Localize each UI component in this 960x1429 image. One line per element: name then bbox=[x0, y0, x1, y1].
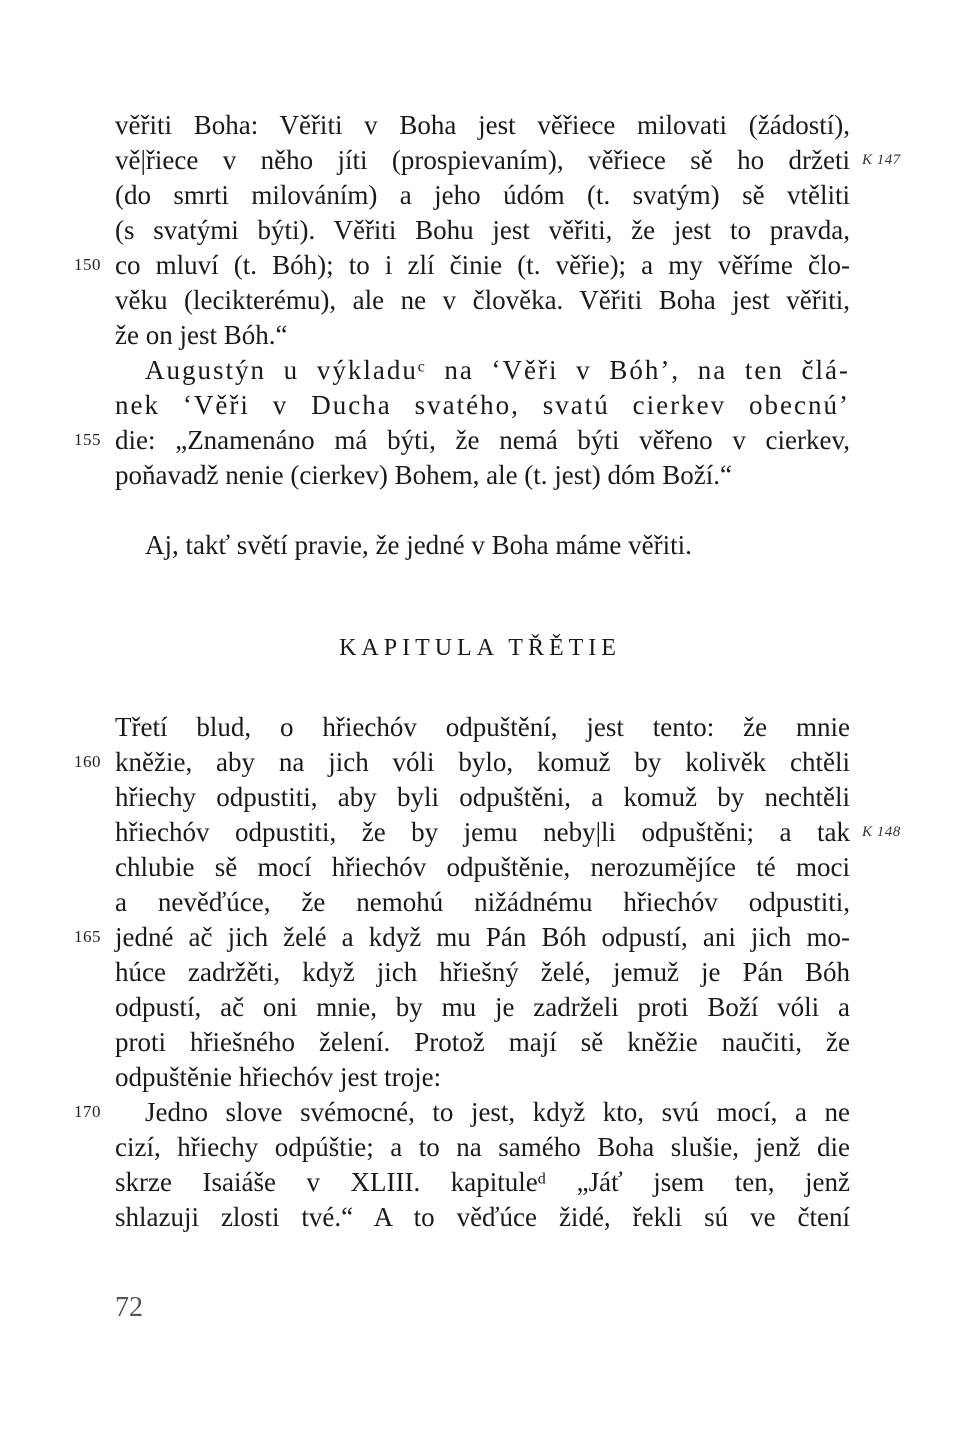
text-line: Jedno slove svémocné, to jest, když kto, svú mocí, a ne bbox=[145, 1097, 850, 1127]
line-number: 155 bbox=[74, 430, 101, 449]
line-number: 170 bbox=[74, 1102, 101, 1121]
chapter-heading: KAPITULA TŘĚTIE bbox=[339, 635, 621, 661]
text-line: že on jest Bóh.“ bbox=[115, 320, 288, 350]
text-line: proti hřiešného želení. Protož mají sě kněžie naučiti, že bbox=[115, 1027, 850, 1057]
page-number: 72 bbox=[115, 1292, 143, 1323]
line-number: 165 bbox=[74, 927, 101, 946]
text-line: odpustí, ač oni mnie, by mu je zadrželi proti Boží vóli a bbox=[115, 992, 850, 1022]
text-line: co mluví (t. Bóh); to i zlí činie (t. věřie); a my věříme člo- bbox=[115, 250, 850, 280]
text-line: hřiechóv odpustiti, že by jemu neby|li odpuštěni; a tak bbox=[115, 817, 850, 847]
text-line: jedné ač jich želé a když mu Pán Bóh odpustí, ani jich mo- bbox=[115, 922, 850, 952]
text-line: chlubie sě mocí hřiechóv odpuštěnie, nerozumějíce té moci bbox=[115, 852, 850, 882]
text-line: Třetí blud, o hřiechóv odpuštění, jest tento: že mnie bbox=[115, 712, 850, 742]
margin-note: K 148 bbox=[862, 824, 901, 840]
text-line: (do smrti milováním) a jeho údóm (t. svatým) sě vtěliti bbox=[115, 180, 850, 210]
text-line: vě|řiece v něho jíti (prospievaním), věřiece sě ho držeti bbox=[115, 145, 850, 175]
text-line: (s svatými býti). Věřiti Bohu jest věřiti, že jest to pravda, bbox=[115, 215, 850, 245]
text-line: kněžie, aby na jich vóli bylo, komuž by kolivěk chtěli bbox=[115, 747, 850, 777]
text-line: odpuštěnie hřiechóv jest troje: bbox=[115, 1062, 442, 1092]
text-line: skrze Isaiáše v XLIII. kapituleᵈ „Jáť jsem ten, jenž bbox=[115, 1167, 850, 1197]
text-line: húce zadržěti, když jich hřiešný želé, jemuž je Pán Bóh bbox=[115, 957, 850, 987]
text-line: cizí, hřiechy odpúštie; a to na samého Boha slušie, jenž die bbox=[115, 1132, 850, 1162]
text-line: nek ‘Věři v Ducha svatého, svatú cierkev obecnú’ bbox=[115, 390, 850, 420]
text-line: věku (lecikterému), ale ne v člověka. Věřiti Boha jest věřiti, bbox=[115, 285, 850, 315]
text-line: Aj, takť světí pravie, že jedné v Boha máme věřiti. bbox=[145, 530, 692, 560]
text-line: shlazuji zlosti tvé.“ A to věďúce židé, řekli sú ve čtení bbox=[115, 1202, 850, 1232]
text-line: hřiechy odpustiti, aby byli odpuštěni, a komuž by nechtěli bbox=[115, 782, 850, 812]
margin-note: K 147 bbox=[862, 152, 901, 168]
line-number: 150 bbox=[74, 255, 101, 274]
text-line: Augustýn u výkladuᶜ na ‘Věři v Bóh’, na ten člá- bbox=[145, 355, 850, 385]
text-line: poňavadž nenie (cierkev) Bohem, ale (t. jest) dóm Boží.“ bbox=[115, 460, 733, 490]
text-line: věřiti Boha: Věřiti v Boha jest věřiece milovati (žádostí), bbox=[115, 110, 850, 140]
text-line: die: „Znamenáno má býti, že nemá býti věřeno v cierkev, bbox=[115, 425, 850, 455]
line-number: 160 bbox=[74, 752, 101, 771]
text-line: a nevěďúce, že nemohú nižádnému hřiechóv odpustiti, bbox=[115, 887, 850, 917]
